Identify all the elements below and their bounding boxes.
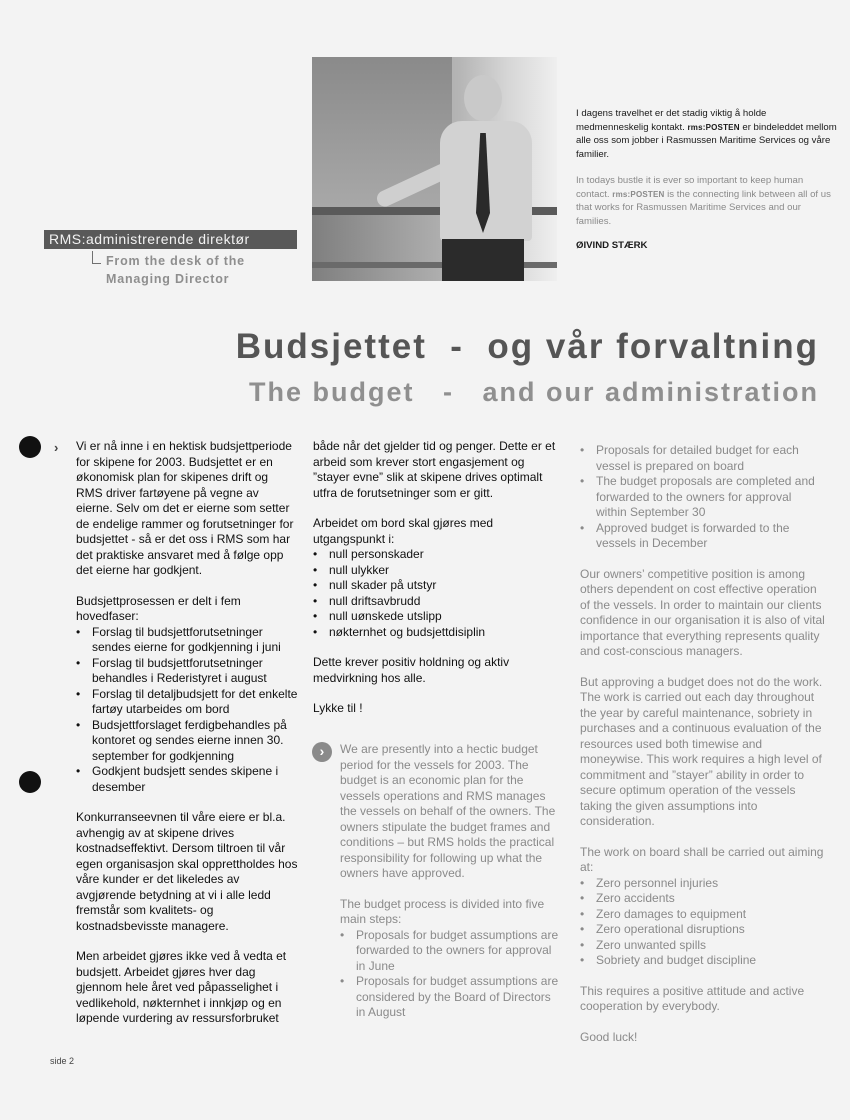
from-line-1: From the desk of the [106, 254, 245, 268]
norwegian-column-1 [76, 439, 298, 1042]
rms-posten-logo: rms:POSTEN [612, 189, 665, 199]
paragraph: Men arbeidet gjøres ikke ved å vedta et budsjett. Arbeidet gjøres hver dag gjennom hele året ved påpasselighet i vedlikehold, nøkternhet i innkjøp og en løpende vurdering av ressursforbruket [76, 949, 287, 1025]
paragraph: The budget process is divided into five main steps: [340, 896, 545, 926]
paragraph: Konkurranseevnen til våre eiere er bl.a. avhengig av at skipene drives kostnadseffektivt. Dersom tiltroen til vår egen organisasjon skal opprettholdes hos våre kunder er det likeledes av avgjørende betydning at vi i alle ledd fremstår som kvalitets- og kostnadsbevisste managere. [76, 810, 298, 933]
intro-norwegian: I dagens travelhet er det stadig viktig å holde medmenneskelig kontakt. rms:POSTEN er bindeleddet mellom alle oss som jobber i Rasmussen Maritime Services og våre familier. [576, 108, 837, 160]
goal-list [313, 547, 561, 640]
binder-hole [19, 771, 41, 793]
list-item: • Godkjent budsjett sendes skipene i desember [76, 764, 298, 795]
list-item: • null ulykker [313, 563, 561, 579]
list-item: • Zero operational disruptions [580, 922, 825, 938]
list-item: • Forslag til budsjettforutsetninger behandles i Rederistyret i august [76, 656, 298, 687]
paragraph: The work on board shall be carried out aiming at: [580, 844, 824, 874]
list-item: • The budget proposals are completed and forwarded to the owners for approval within September 30 [580, 474, 825, 521]
binder-hole [19, 436, 41, 458]
list-item: • null uønskede utslipp [313, 609, 561, 625]
paragraph: Arbeidet om bord skal gjøres med utgangspunkt i: [313, 516, 494, 546]
intro-english: In todays bustle it is ever so important to keep human contact. rms:POSTEN is the connecting link between all of us that works for Rasmussen Maritime Services and our families. [576, 175, 831, 227]
list-item: • Zero unwanted spills [580, 938, 825, 954]
list-item: • Sobriety and budget discipline [580, 953, 825, 969]
paragraph: Good luck! [580, 1029, 638, 1044]
director-photo [312, 57, 557, 281]
paragraph: This requires a positive attitude and active cooperation by everybody. [580, 983, 805, 1013]
phase-list [76, 625, 298, 796]
list-item: • Forslag til detaljbudsjett for det enkelte fartøy utarbeides om bord [76, 687, 298, 718]
english-column-1 [340, 742, 560, 1036]
list-item: • Proposals for budget assumptions are forwarded to the owners for approval in June [340, 928, 560, 975]
paragraph: Dette krever positiv holdning og aktiv medvirkning hos alle. [313, 655, 510, 685]
paragraph: We are presently into a hectic budget period for the vessels for 2003. The budget is an economic plan for the vessels operations and RMS manages the vessels on behalf of the owners. The owners stipulate the budget frames and conditions – but RMS holds the practical responsibility for following up what the owners have approved. [340, 742, 556, 880]
chevron-right-icon: › [54, 440, 59, 455]
paragraph: Vi er nå inne i en hektisk budsjettperiode for skipene for 2003. Budsjettet er en økonomisk plan for skipenes drift og RMS driver fartøyene på vegne av eierne. Selv om det er eierne som setter de endelige rammer og forutsetninger for budsjettet - så er det oss i RMS som har det praktiske ansvaret med å følge opp det eierne har godkjent. [76, 439, 294, 577]
list-item: • null skader på utstyr [313, 578, 561, 594]
norwegian-column-2 [313, 439, 561, 732]
step-list [340, 928, 560, 1021]
paragraph: Budsjettprosessen er delt i fem hovedfaser: [76, 593, 241, 623]
list-item: • Zero damages to equipment [580, 907, 825, 923]
bracket-decoration [92, 251, 101, 264]
goal-list [580, 876, 825, 969]
list-item: • Approved budget is forwarded to the vessels in December [580, 521, 825, 552]
signature: ØIVIND STÆRK [576, 240, 648, 251]
paragraph: Lykke til ! [313, 701, 363, 715]
step-list [580, 443, 825, 552]
list-item: • Zero personnel injuries [580, 876, 825, 892]
paragraph: But approving a budget does not do the work. The work is carried out each day throughout the year by careful maintenance, sobriety in purchases and a continuous evaluation of the resources used both timewise and moneywise. This work requires a high level of commitment and ”stayer” ability in order to secure optimum operation of the vessels taking the given assumptions into consideration. [580, 674, 823, 828]
section-label: RMS:administrerende direktør [44, 230, 297, 249]
rms-posten-logo: rms:POSTEN [687, 122, 740, 132]
list-item: • null driftsavbrudd [313, 594, 561, 610]
list-item: • Zero accidents [580, 891, 825, 907]
chevron-right-icon: › [312, 742, 332, 762]
headline: Budsjettet - og vår forvaltning [235, 327, 819, 366]
english-column-2 [580, 443, 825, 1060]
paragraph: Our owners’ competitive position is among others dependent on cost effective operation of the vessels. In order to maintain our clients confidence in our organisation it is also of vital importance that everything represents quality and cost-conscious managers. [580, 566, 825, 658]
list-item: • Proposals for budget assumptions are considered by the Board of Directors in August [340, 974, 560, 1021]
list-item: • nøkternhet og budsjettdisiplin [313, 625, 561, 641]
page-number: side 2 [50, 1056, 75, 1066]
subheadline: The budget - and our administration [249, 377, 819, 407]
from-line-2: Managing Director [106, 272, 230, 286]
list-item: • null personskader [313, 547, 561, 563]
list-item: • Forslag til budsjettforutsetninger sendes eierne for godkjenning i juni [76, 625, 298, 656]
paragraph: både når det gjelder tid og penger. Dette er et arbeid som krever stort engasjement og ”stayer evne” slik at skipene drives optimalt utfra de forutsetninger som er gitt. [313, 439, 556, 500]
list-item: • Proposals for detailed budget for each vessel is prepared on board [580, 443, 825, 474]
list-item: • Budsjettforslaget ferdigbehandles på kontoret og sendes eierne innen 30. september for godkjenning [76, 718, 298, 765]
